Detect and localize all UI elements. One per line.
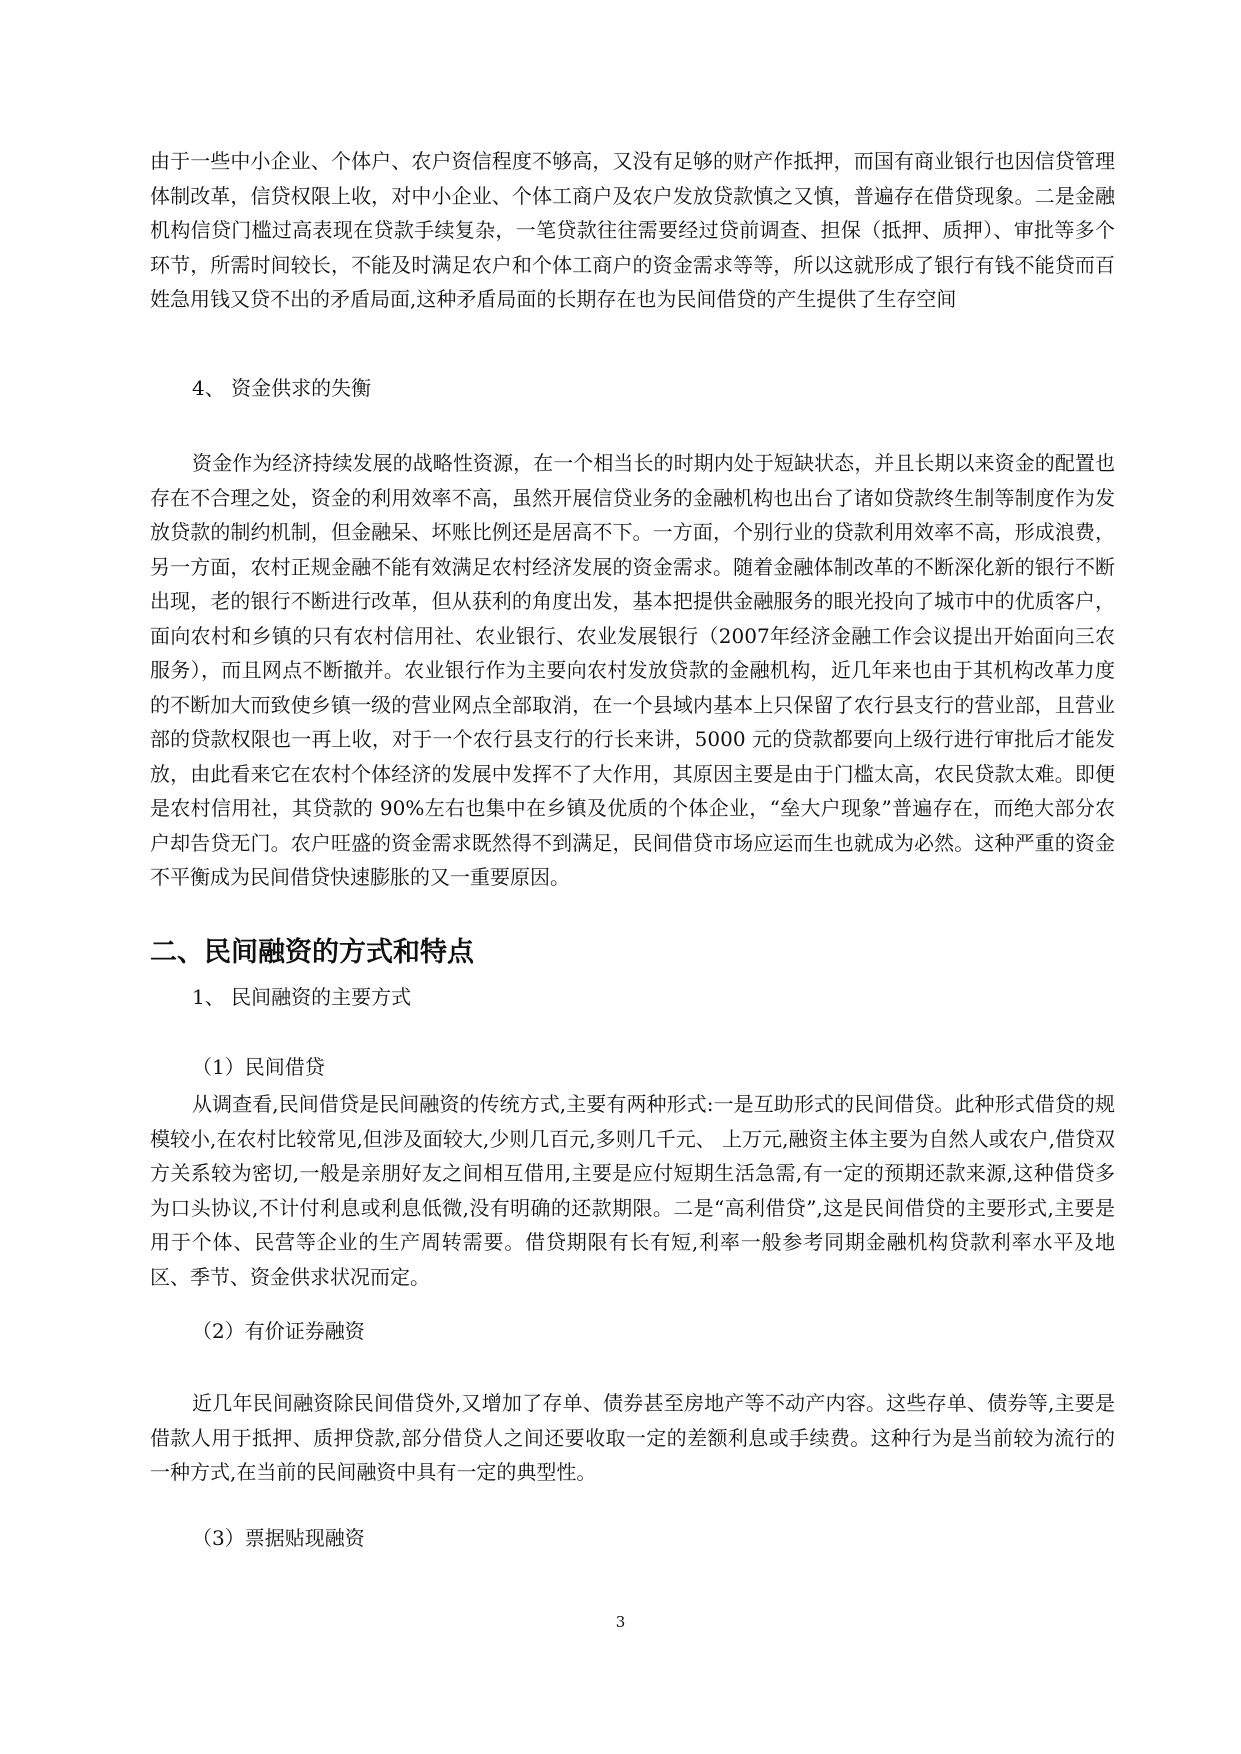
- subsection-heading: 1、 民间融资的主要方式: [192, 985, 412, 1009]
- body-paragraph: 由于一些中小企业、个体户、农户资信程度不够高，又没有足够的财产作抵押，而国有商业银行也因信贷管理体制改革，信贷权限上收，对中小企业、个体工商户及农户发放贷款慎之又慎，普遍存在借贷现象。二是金融机构信贷门槛过高表现在贷款手续复杂，一笔贷款往往需要经过贷前调查、担保（抵押、质押）、审批等多个环节，所需时间较长，不能及时满足农户和个体工商户的资金需求等等，所以这就形成了银行有钱不能贷而百姓急用钱又贷不出的矛盾局面,这种矛盾局面的长期存在也为民间借贷的产生提供了生存空间: [150, 149, 1115, 311]
- page-number: 3: [615, 1613, 626, 1631]
- section-heading: 二、民间融资的方式和特点: [150, 937, 474, 968]
- body-paragraph: 近几年民间融资除民间借贷外,又增加了存单、债券甚至房地产等不动产内容。这些存单、债券等,主要是借款人用于抵押、质押贷款,部分借贷人之间还要收取一定的差额利息或手续费。这种行为是当前较为流行的一种方式,在当前的民间融资中具有一定的典型性。: [150, 1391, 1115, 1484]
- list-item-heading: 4、 资金供求的失衡: [192, 376, 372, 400]
- body-paragraph: 从调查看,民间借贷是民间融资的传统方式,主要有两种形式:一是互助形式的民间借贷。此种形式借贷的规模较小,在农村比较常见,但涉及面较大,少则几百元,多则几千元、 上万元,融资主体主要为自然人或农户,借贷双方关系较为密切,一般是亲朋好友之间相互借用,主要是应付短期生活急需,有一定的预期还款来源,这种借贷多为口头协议,不计付利息或利息低微,没有明确的还款期限。二是“高利借贷”,这是民间借贷的主要形式,主要是用于个体、民营等企业的生产周转需要。借贷期限有长有短,利率一般参考同期金融机构贷款利率水平及地区、季节、资金供求状况而定。: [150, 1092, 1115, 1289]
- subsection-title: （3）票据贴现融资: [192, 1526, 365, 1550]
- subsection-title: （1）民间借贷: [192, 1055, 325, 1079]
- body-paragraph: 资金作为经济持续发展的战略性资源，在一个相当长的时期内处于短缺状态，并且长期以来资金的配置也存在不合理之处，资金的利用效率不高，虽然开展信贷业务的金融机构也出台了诸如贷款终生制等制度作为发放贷款的制约机制，但金融呆、坏账比例还是居高不下。一方面，个别行业的贷款利用效率不高，形成浪费，另一方面，农村正规金融不能有效满足农村经济发展的资金需求。随着金融体制改革的不断深化新的银行不断出现，老的银行不断进行改革，但从获利的角度出发，基本把提供金融服务的眼光投向了城市中的优质客户，面向农村和乡镇的只有农村信用社、农业银行、农业发展银行（2007年经济金融工作会议提出开始面向三农服务），而且网点不断撤并。农业银行作为主要向农村发放贷款的金融机构，近几年来也由于其机构改革力度的不断加大而致使乡镇一级的营业网点全部取消，在一个县域内基本上只保留了农行县支行的营业部，且营业部的贷款权限也一再上收，对于一个农行县支行的行长来讲，5000 元的贷款都要向上级行进行审批后才能发放，由此看来它在农村个体经济的发展中发挥不了大作用，其原因主要是由于门槛太高，农民贷款太难。即便是农村信用社，其贷款的 90%左右也集中在乡镇及优质的个体企业，“垒大户现象”普遍存在，而绝大部分农户却告贷无门。农户旺盛的资金需求既然得不到满足，民间借贷市场应运而生也就成为必然。这种严重的资金不平衡成为民间借贷快速膨胀的又一重要原因。: [150, 451, 1115, 889]
- subsection-title: （2）有价证券融资: [192, 1319, 365, 1343]
